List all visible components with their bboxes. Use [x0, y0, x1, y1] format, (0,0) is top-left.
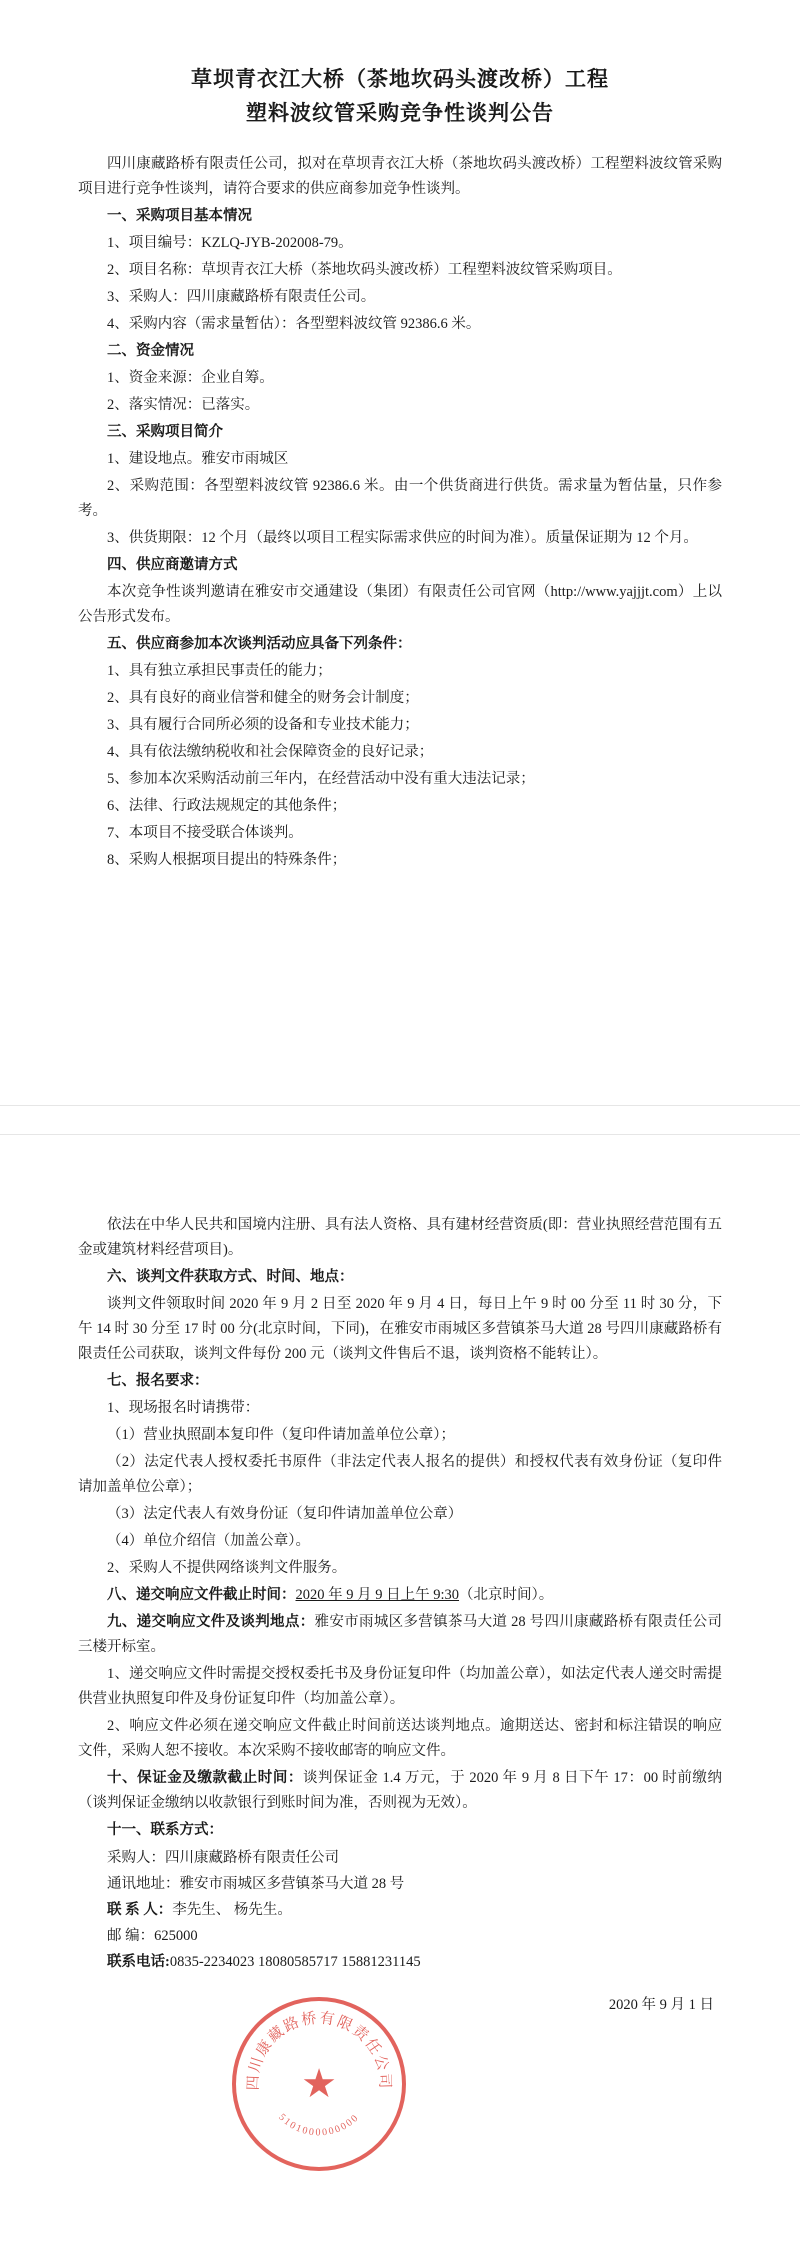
seal-arc-text — [236, 2001, 402, 2167]
section-4-item-1: 本次竞争性谈判邀请在雅安市交通建设（集团）有限责任公司官网（http://www.yajjjt.com）上以公告形式发布。 — [78, 584, 722, 625]
section-1-item-4: 4、采购内容（需求量暂估）：各型塑料波纹管 92386.6 米。 — [107, 316, 481, 332]
section-7-item-2: （1）营业执照副本复印件（复印件请加盖单位公章）； — [107, 1427, 455, 1443]
section-7-item-6: 2、采购人不提供网络谈判文件服务。 — [107, 1560, 347, 1576]
contact-phone — [78, 1949, 722, 1975]
section-3-item-2: 2、采购范围：各型塑料波纹管 92386.6 米。由一个供货商进行供货。需求量为暂估量，只作参考。 — [78, 478, 722, 519]
section-9-item-2: 2、响应文件必须在递交响应文件截止时间前送达谈判地点。逾期送达、密封和标注错误的响应文件，采购人恕不接收。本次采购不接收邮寄的响应文件。 — [78, 1718, 722, 1759]
section-5-item-5: 5、参加本次采购活动前三年内，在经营活动中没有重大违法记录； — [107, 771, 535, 787]
signature-date: 2020 年 9 月 1 日 — [608, 1997, 714, 2013]
section-1-item-3: 3、采购人：四川康藏路桥有限责任公司。 — [107, 289, 376, 305]
section-7-item-5: （4）单位介绍信（加盖公章）。 — [107, 1533, 310, 1549]
page-title-line-1: 草坝青衣江大桥（茶地坎码头渡改桥）工程 — [191, 67, 609, 91]
section-5-item-2: 2、具有良好的商业信誉和健全的财务会计制度； — [107, 690, 419, 706]
section-9-location: 雅安市雨城区多营镇茶马大道 28 号四川康藏路桥有限责任公司三楼开标室。 — [78, 1614, 723, 1655]
section-heading-8: 八、递交响应文件截止时间： — [107, 1587, 296, 1603]
section-9-item-1: 1、递交响应文件时需提交授权委托书及身份证复印件（均加盖公章），如法定代表人递交时需提供营业执照复印件及身份证复印件（均加盖公章）。 — [78, 1666, 722, 1707]
section-3-item-3: 3、供货期限：12 个月（最终以项目工程实际需求供应的时间为准）。质量保证期为 12 个月。 — [107, 530, 698, 546]
section-heading-10: 十、保证金及缴款截止时间： — [107, 1770, 303, 1786]
contact-block — [78, 1845, 722, 1975]
contact-purchaser-value: 四川康藏路桥有限责任公司 — [165, 1850, 339, 1866]
contact-postcode-value: 625000 — [154, 1928, 198, 1944]
section-9-line — [78, 1610, 722, 1660]
section-heading-2: 二、资金情况 — [107, 343, 194, 359]
section-3-item-1: 1、建设地点。雅安市雨城区 — [107, 451, 289, 467]
section-2-item-2: 2、落实情况：已落实。 — [107, 397, 260, 413]
seal-top-text: 四川康藏路桥有限责任公司 — [245, 2010, 393, 2091]
seal-bottom-text: 5101000000000 — [276, 2111, 362, 2139]
section-heading-9: 九、递交响应文件及谈判地点： — [107, 1614, 315, 1630]
section-heading-3: 三、采购项目简介 — [107, 424, 223, 440]
contact-purchaser-label: 采购人： — [107, 1850, 165, 1866]
section-10-deposit: 谈判保证金 1.4 万元，于 2020 年 9 月 8 日下午 17：00 时前缴纳（谈判保证金缴纳以收款银行到账时间为准，否则视为无效）。 — [78, 1770, 722, 1811]
contact-purchaser — [78, 1845, 722, 1871]
intro-paragraph: 四川康藏路桥有限责任公司，拟对在草坝青衣江大桥（茶地坎码头渡改桥）工程塑料波纹管采购项目进行竞争性谈判，请符合要求的供应商参加竞争性谈判。 — [78, 156, 722, 197]
section-8-line — [78, 1583, 722, 1608]
page-separator — [0, 1105, 800, 1135]
contact-address-value: 雅安市雨城区多营镇茶马大道 28 号 — [179, 1876, 405, 1892]
section-5-item-8: 8、采购人根据项目提出的特殊条件； — [107, 852, 347, 868]
section-heading-11: 十一、联系方式： — [107, 1822, 223, 1838]
page-title-line-2: 塑料波纹管采购竞争性谈判公告 — [246, 101, 554, 125]
official-seal-stamp — [232, 1997, 406, 2171]
section-1-item-1: 1、项目编号：KZLQ-JYB-202008-79。 — [107, 235, 353, 251]
section-heading-5: 五、供应商参加本次谈判活动应具备下列条件： — [107, 636, 412, 652]
contact-address — [78, 1871, 722, 1897]
contact-phone-value: 0835-2234023 18080585717 15881231145 — [169, 1954, 421, 1970]
contact-postcode-label: 邮 编： — [107, 1928, 155, 1944]
continuation-paragraph: 依法在中华人民共和国境内注册、具有法人资格、具有建材经营资质(即：营业执照经营范围有五金或建筑材料经营项目)。 — [78, 1217, 722, 1258]
section-heading-4: 四、供应商邀请方式 — [107, 557, 238, 573]
contact-person-value: 李先生、 杨先生。 — [172, 1902, 292, 1918]
seal-top-text-path — [245, 2009, 393, 2091]
document-page-1 — [0, 0, 800, 1105]
contact-person — [78, 1897, 722, 1923]
section-5-item-1: 1、具有独立承担民事责任的能力； — [107, 663, 332, 679]
document-page-2 — [0, 1135, 800, 2265]
section-heading-6: 六、谈判文件获取方式、时间、地点： — [107, 1269, 354, 1285]
contact-person-label: 联 系 人： — [107, 1902, 173, 1918]
seal-star-icon: ★ — [301, 2061, 337, 2106]
section-7-item-3: （2）法定代表人授权委托书原件（非法定代表人报名的提供）和授权代表有效身份证（复印件请加盖单位公章）； — [78, 1454, 722, 1495]
section-5-item-4: 4、具有依法缴纳税收和社会保障资金的良好记录； — [107, 744, 434, 760]
section-heading-1: 一、采购项目基本情况 — [107, 208, 252, 224]
section-2-item-1: 1、资金来源：企业自筹。 — [107, 370, 274, 386]
section-10-line — [78, 1766, 722, 1816]
section-8-suffix: （北京时间）。 — [459, 1587, 554, 1603]
seal-bottom-text-path — [276, 2112, 361, 2139]
section-6-item-1: 谈判文件领取时间 2020 年 9 月 2 日至 2020 年 9 月 4 日，每日上午 9 时 00 分至 11 时 30 分，下午 14 时 30 分至 17 时 00 分(北京时间，下同)，在雅安市雨城区多营镇茶马大道 28 号四川康藏路桥有限责任公司获取，谈判文件每份 200 元（谈判文件售后不退，谈判资格不能转让）。 — [78, 1296, 722, 1362]
section-8-deadline: 2020 年 9 月 9 日上午 9:30 — [295, 1587, 460, 1603]
contact-address-label: 通讯地址： — [107, 1876, 180, 1892]
section-5-item-3: 3、具有履行合同所必须的设备和专业技术能力； — [107, 717, 419, 733]
section-5-item-7: 7、本项目不接受联合体谈判。 — [107, 825, 303, 841]
section-1-item-2: 2、项目名称：草坝青衣江大桥（茶地坎码头渡改桥）工程塑料波纹管采购项目。 — [107, 262, 622, 278]
contact-postcode — [78, 1923, 722, 1949]
contact-phone-label: 联系电话: — [107, 1954, 170, 1970]
section-5-item-6: 6、法律、行政法规规定的其他条件； — [107, 798, 347, 814]
section-7-item-1: 1、现场报名时请携带： — [107, 1400, 260, 1416]
section-7-item-4: （3）法定代表人有效身份证（复印件请加盖单位公章） — [107, 1506, 463, 1522]
section-heading-7: 七、报名要求： — [107, 1373, 209, 1389]
